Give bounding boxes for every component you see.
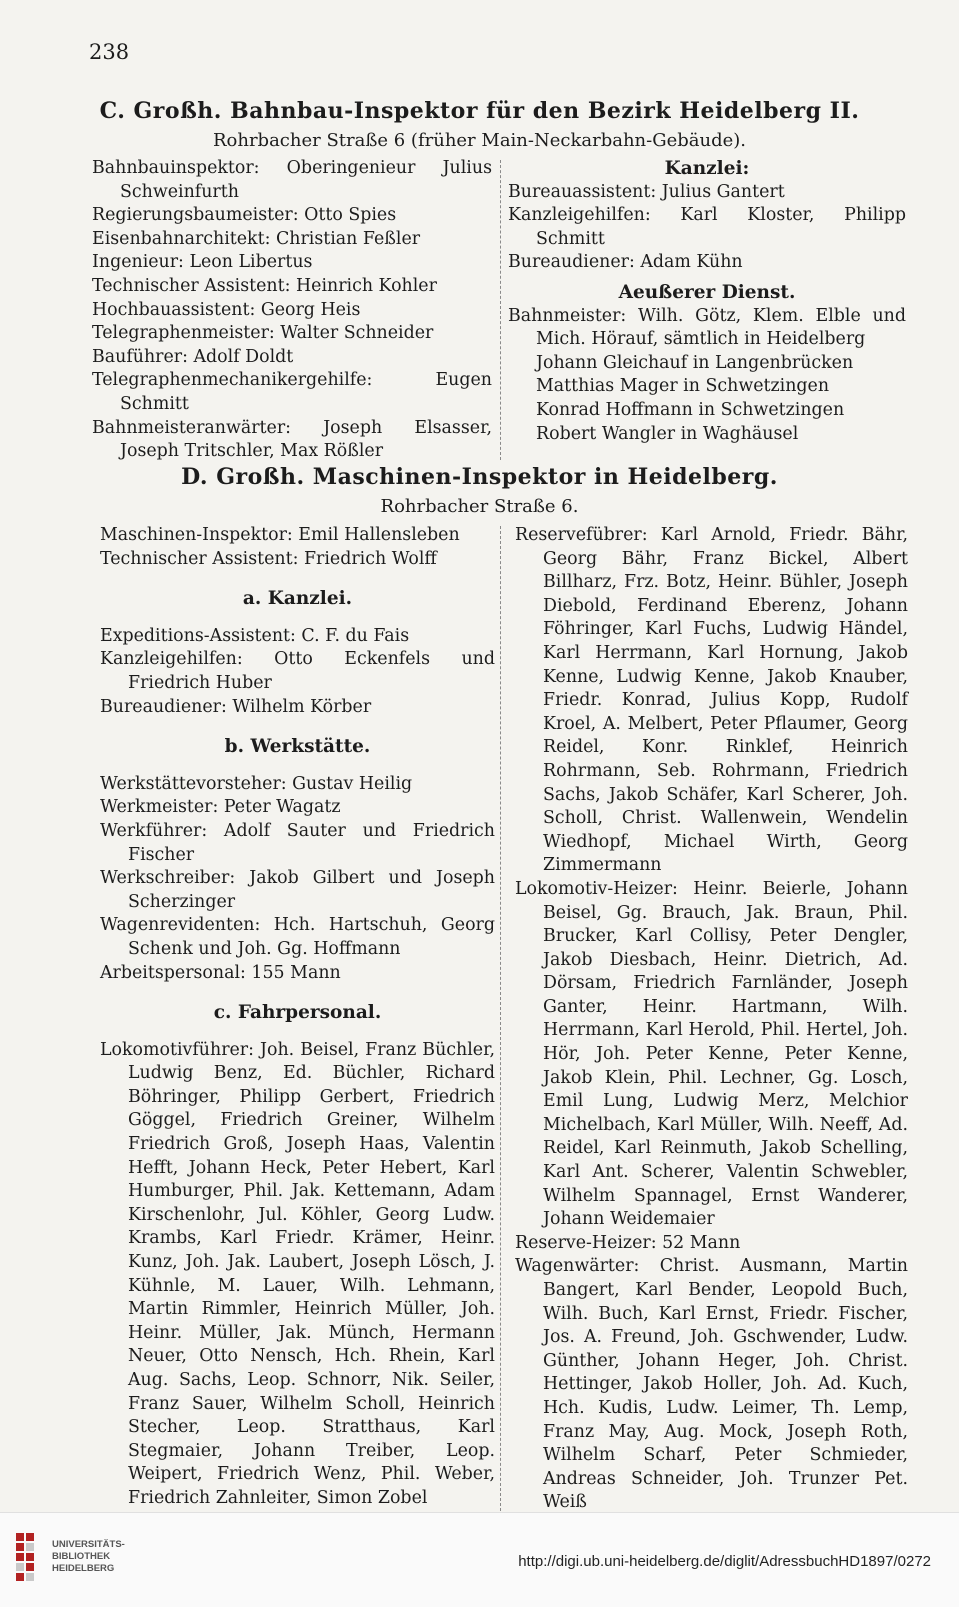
list-item: Arbeitspersonal: 155 Mann [100,962,341,983]
list-item: Robert Wangler in Waghäusel [536,423,799,444]
list-item: Eisenbahnarchitekt: Christian Feßler [92,228,421,249]
section-d-heading: D. Großh. Maschinen-Inspektor in Heidelberg. [181,464,778,490]
list-item: Konrad Hoffmann in Schwetzingen [536,399,845,420]
list-item: Telegraphenmeister: Walter Schneider [92,323,434,344]
list-item: Werkschreiber: Jakob Gilbert und Joseph Scherzinger [100,868,495,912]
list-item: Telegraphenmechanikergehilfe: Eugen Schmitt [92,370,492,414]
fahrpersonal-subheading: c. Fahrpersonal. [213,1002,382,1024]
list-item: Hochbauassistent: Georg Heis [92,299,361,320]
list-item: Lokomotivführer: Joh. Beisel, Franz Büchler, Ludwig Benz, Ed. Büchler, Richard Böhringer, Philipp Gerbert, Friedrich Göggel, Friedrich Greiner, Wilhelm Friedrich Groß, Joseph Haas, Valentin Hefft, Johann Heck, Peter Hebert, Karl Humburger, Phil. Jak. Kettemann, Adam Kirschenlohr, Jul. Köhler, Georg Ludw. Krambs, Karl Friedr. Krämer, Heinr. Kunz, Joh. Jak. Laubert, Joseph Lösch, J. Kühnle, M. Lauer, Wilh. Lehmann, Martin Rimmler, Heinrich Müller, Joh. Heinr. Müller, Jak. Münch, Hermann Neuer, Otto Nensch, Hch. Rhein, Karl Aug. Sachs, Leop. Schnorr, Nik. Seiler, Franz Sauer, Wilhelm Scholl, Heinrich Stecher, Leop. Stratthaus, Karl Stegmaier, Johann Treiber, Leop. Weipert, Friedrich Wenz, Phil. Weber, Friedrich Zahnleiter, Simon Zobel [100,1039,495,1508]
aussendienst-heading: Aeußerer Dienst. [618,281,796,303]
digitization-footer [0,1512,959,1607]
list-item: Lokomotiv-Heizer: Heinr. Beierle, Johann Beisel, Gg. Brauch, Jak. Braun, Phil. Brucker, Karl Collisy, Peter Dengler, Jakob Diesbach, Heinr. Dietrich, Ad. Dörsam, Friedrich Farnländer, Joseph Ganter, Heinr. Hartmann, Wilh. Herrmann, Karl Herold, Phil. Hertel, Joh. Hör, Joh. Peter Kenne, Peter Kenne, Jakob Klein, Phil. Lechner, Gg. Losch, Emil Lung, Ludwig Merz, Melchior Michelbach, Karl Müller, Wilh. Neeff, Ad. Reidel, Karl Reinmuth, Jakob Schelling, Karl Ant. Scherer, Valentin Schwebler, Wilhelm Spannagel, Ernst Wanderer, Johann Weidemaier [515,878,908,1230]
list-item: Bahnbauinspektor: Oberingenieur Julius Schweinfurth [92,158,492,202]
list-item: Kanzleigehilfen: Karl Kloster, Philipp Schmitt [508,205,906,249]
kanzlei-subheading: a. Kanzlei. [242,588,353,610]
list-item: Kanzleigehilfen: Otto Eckenfels und Friedrich Huber [100,649,495,693]
list-item: Maschinen-Inspektor: Emil Hallensleben [100,525,460,545]
list-item: Matthias Mager in Schwetzingen [536,376,830,397]
library-name: UNIVERSITÄTS- BIBLIOTHEK HEIDELBERG [52,1539,125,1574]
list-item: Johann Gleichauf in Langenbrücken [536,352,854,373]
list-item: Bureauassistent: Julius Gantert [508,181,785,202]
list-item: Bureaudiener: Wilhelm Körber [100,696,372,717]
werkstaette-subheading: b. Werkstätte. [224,736,371,758]
list-item: Ingenieur: Leon Libertus [92,252,313,273]
list-item: Wagenrevidenten: Hch. Hartschuh, Georg Schenk und Joh. Gg. Hoffmann [100,915,495,959]
list-item: Expeditions-Assistent: C. F. du Fais [100,625,410,646]
list-item: Werkführer: Adolf Sauter und Friedrich Fischer [100,820,495,865]
list-item: Werkmeister: Peter Wagatz [100,797,341,818]
section-d-address: Rohrbacher Straße 6. [380,496,579,517]
section-c-address: Rohrbacher Straße 6 (früher Main-Neckarbahn-Gebäude). [212,130,747,151]
section-c-left-column [92,157,492,464]
list-item: Reservefübrer: Karl Arnold, Friedr. Bähr, Georg Bähr, Franz Bickel, Albert Billharz, Frz. Botz, Heinr. Bühler, Joseph Diebold, Ferdinand Eberenz, Johann Föhringer, Karl Fuchs, Ludwig Händel, Karl Herrmann, Karl Hornung, Jakob Kenne, Ludwig Kenne, Jakob Knauber, Friedr. Konrad, Julius Kopp, Rudolf Kroel, A. Melbert, Peter Pflaumer, Georg Reidel, Konr. Rinklef, Heinrich Rohrmann, Seb. Rohrmann, Friedrich Sachs, Jakob Schäfer, Karl Scherer, Joh. Scholl, Christ. Wallenwein, Wendelin Wiedhopf, Michael Wirth, Georg Zimmermann [515,525,908,876]
list-item: Werkstättevorsteher: Gustav Heilig [100,773,413,794]
list-item: Bahnmeisteranwärter: Joseph Elsasser, Joseph Tritschler, Max Rößler [92,417,492,462]
section-c-right-column [508,157,906,446]
list-item: Bauführer: Adolf Doldt [92,346,294,367]
list-item: Reserve-Heizer: 52 Mann [515,1232,741,1253]
column-divider [500,160,501,460]
page-number: 238 [89,40,130,64]
column-divider [500,526,501,1516]
kanzlei-heading: Kanzlei: [664,158,750,179]
list-item: Technischer Assistent: Friedrich Wolff [100,548,437,569]
section-d-left-column [100,524,495,1511]
source-url-link[interactable]: http://digi.ub.uni-heidelberg.de/diglit/AdressbuchHD1897/0272 [518,1553,931,1570]
list-item: Technischer Assistent: Heinrich Kohler [92,275,437,296]
list-item: Wagenwärter: Christ. Ausmann, Martin Bangert, Karl Bender, Leopold Buch, Wilh. Buch, Karl Ernst, Friedr. Fischer, Jos. A. Freund, Joh. Gschwender, Ludw. Günther, Johann Heger, Joh. Christ. Hettinger, Jakob Holler, Joh. Ad. Kuch, Hch. Kudis, Ludw. Leimer, Th. Lemp, Franz May, Aug. Mock, Joseph Roth, Wilhelm Scharf, Peter Schmieder, Andreas Schneider, Joh. Trunzer Pet. Weiß [515,1256,908,1513]
library-logo-icon [14,1531,44,1593]
list-item: Regierungsbaumeister: Otto Spies [92,205,397,226]
list-item: Bahnmeister: Wilh. Götz, Klem. Elble und Mich. Hörauf, sämtlich in Heidelberg [508,305,906,350]
section-d-right-column [515,524,908,1539]
section-c-heading: C. Großh. Bahnbau-Inspektor für den Bezirk Heidelberg II. [99,98,860,124]
list-item: Bureaudiener: Adam Kühn [508,252,743,273]
